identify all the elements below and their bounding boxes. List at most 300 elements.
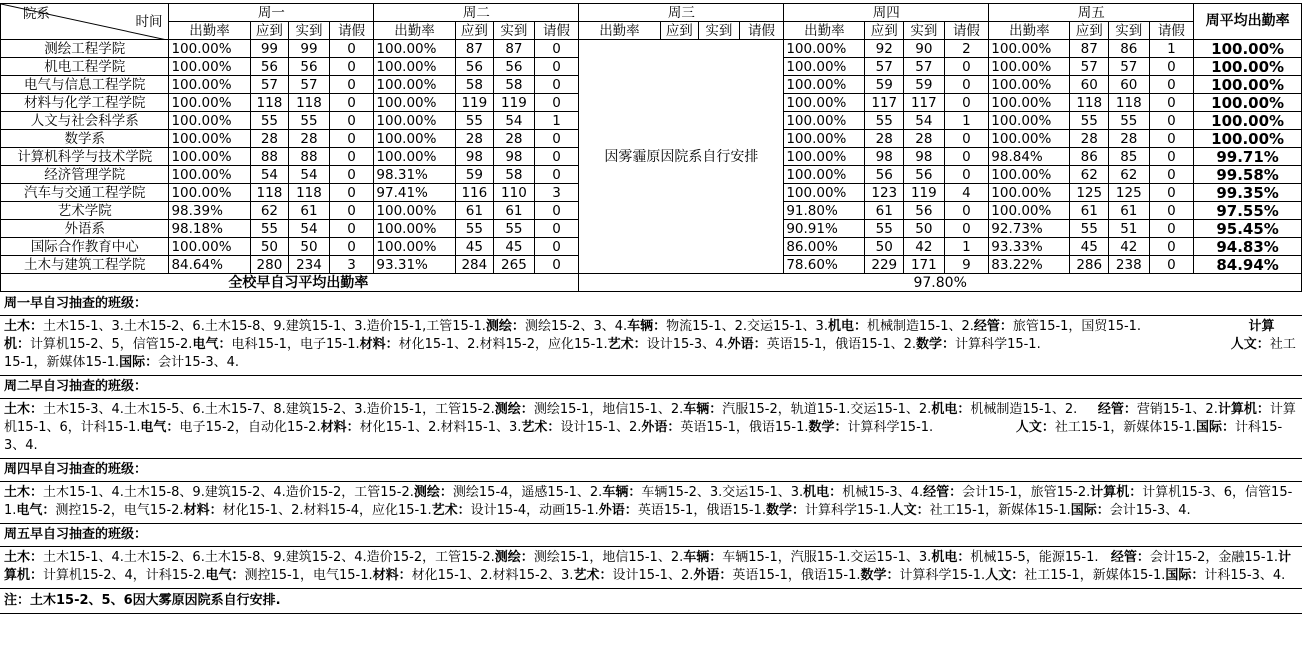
data-cell[interactable]: 55 [1109,112,1150,130]
day-header-tue[interactable]: 周二 [374,4,579,22]
data-cell[interactable]: 0 [534,238,579,256]
dept-cell[interactable]: 人文与社会科学系 [1,112,169,130]
data-cell[interactable]: 88 [289,148,330,166]
class-list: 车辆15-1，汽服15-1.交运15-1、3. [722,550,932,565]
data-cell[interactable]: 0 [944,76,989,94]
class-list: 电子15-2，自动化15-2. [179,420,321,435]
class-list: 设计15-1、2. [560,420,642,435]
data-cell[interactable]: 57 [289,76,330,94]
class-list: 设计15-3、4. [646,337,728,352]
data-cell[interactable]: 3 [329,256,374,274]
dept-label: 数学： [765,503,805,518]
data-cell[interactable]: 100.00% [374,58,455,76]
data-cell[interactable]: 50 [289,238,330,256]
data-cell[interactable]: 83.22% [989,256,1070,274]
data-cell[interactable]: 0 [1149,166,1194,184]
data-cell[interactable]: 45 [494,238,535,256]
data-cell[interactable]: 0 [944,148,989,166]
subheader-cell[interactable]: 应到 [660,22,699,40]
data-cell[interactable]: 100.00% [374,220,455,238]
data-cell[interactable]: 118 [1070,94,1109,112]
data-cell[interactable]: 100.00% [784,58,865,76]
data-cell[interactable]: 100.00% [374,202,455,220]
weekly-avg-cell[interactable]: 100.00% [1194,130,1302,148]
day-header-thu[interactable]: 周四 [784,4,989,22]
data-cell[interactable]: 0 [329,112,374,130]
subheader-cell[interactable]: 应到 [865,22,904,40]
data-cell[interactable]: 92.73% [989,220,1070,238]
class-list: 计科15-3、4. [1204,568,1286,583]
data-cell[interactable]: 88 [250,148,289,166]
subheader-cell[interactable]: 请假 [944,22,989,40]
data-cell[interactable]: 62 [1109,166,1150,184]
data-cell[interactable]: 42 [904,238,945,256]
data-cell[interactable]: 0 [329,220,374,238]
data-cell[interactable]: 116 [455,184,494,202]
dept-label: 外语： [641,420,681,435]
data-cell[interactable]: 51 [1109,220,1150,238]
data-cell[interactable]: 100.00% [374,40,455,58]
dept-cell[interactable]: 机电工程学院 [1,58,169,76]
subheader-cell[interactable]: 请假 [1149,22,1194,40]
class-list: 机械制造15-1、2. [866,319,974,334]
data-cell[interactable]: 1 [944,112,989,130]
data-cell[interactable]: 119 [455,94,494,112]
data-cell[interactable]: 1 [1149,40,1194,58]
subheader-cell[interactable]: 实到 [904,22,945,40]
data-cell[interactable]: 100.00% [169,40,250,58]
data-cell[interactable]: 100.00% [374,94,455,112]
data-cell[interactable]: 45 [455,238,494,256]
data-cell[interactable]: 54 [904,112,945,130]
weekly-avg-cell[interactable]: 100.00% [1194,40,1302,58]
weekly-avg-cell[interactable]: 94.83% [1194,238,1302,256]
class-list: 测控15-2，电气15-2. [55,503,184,518]
day-header-fri[interactable]: 周五 [989,4,1194,22]
dept-label: 电气： [140,420,180,435]
data-cell[interactable]: 28 [455,130,494,148]
data-cell[interactable]: 100.00% [374,148,455,166]
class-list: 计算科学15-1. [899,568,986,583]
data-cell[interactable]: 123 [865,184,904,202]
class-list: 机械制造15-1、2. [970,402,1098,417]
data-cell[interactable]: 100.00% [374,112,455,130]
weekly-avg-cell[interactable]: 100.00% [1194,58,1302,76]
class-list: 计科15-3、4. [4,420,1283,453]
dept-label: 材料： [320,420,360,435]
data-cell[interactable]: 100.00% [989,76,1070,94]
data-cell[interactable]: 28 [250,130,289,148]
data-cell[interactable]: 280 [250,256,289,274]
data-cell[interactable]: 55 [455,112,494,130]
dept-cell[interactable]: 电气与信息工程学院 [1,76,169,94]
weekly-avg-cell[interactable]: 95.45% [1194,220,1302,238]
class-list: 测绘15-4，遥感15-1、2. [452,485,603,500]
data-cell[interactable]: 284 [455,256,494,274]
data-cell[interactable]: 100.00% [169,58,250,76]
data-cell[interactable]: 118 [289,94,330,112]
data-cell[interactable]: 0 [329,184,374,202]
data-cell[interactable]: 0 [329,202,374,220]
data-cell[interactable]: 118 [289,184,330,202]
data-cell[interactable]: 28 [1109,130,1150,148]
data-cell[interactable]: 0 [1149,238,1194,256]
data-cell[interactable]: 171 [904,256,945,274]
weekly-avg-cell[interactable]: 100.00% [1194,76,1302,94]
data-cell[interactable]: 56 [494,58,535,76]
summary-value[interactable]: 97.80% [579,274,1302,292]
data-cell[interactable]: 0 [944,202,989,220]
data-cell[interactable]: 0 [944,130,989,148]
data-cell[interactable]: 0 [534,220,579,238]
data-cell[interactable]: 98 [904,148,945,166]
data-cell[interactable]: 100.00% [784,112,865,130]
data-cell[interactable]: 100.00% [989,130,1070,148]
data-cell[interactable]: 54 [289,220,330,238]
data-cell[interactable]: 56 [904,202,945,220]
data-cell[interactable]: 229 [865,256,904,274]
dept-label: 机电： [827,319,867,334]
data-cell[interactable]: 0 [944,94,989,112]
data-cell[interactable]: 56 [865,166,904,184]
data-cell[interactable]: 100.00% [374,130,455,148]
data-cell[interactable]: 100.00% [169,76,250,94]
dept-label: 数学： [860,568,900,583]
data-cell[interactable]: 54 [289,166,330,184]
data-cell[interactable]: 0 [534,202,579,220]
data-cell[interactable]: 50 [250,238,289,256]
data-cell[interactable]: 84.64% [169,256,250,274]
data-cell[interactable]: 1 [944,238,989,256]
data-cell[interactable]: 98 [494,148,535,166]
data-cell[interactable]: 117 [904,94,945,112]
day-header-wed[interactable]: 周三 [579,4,784,22]
data-cell[interactable]: 100.00% [989,166,1070,184]
subheader-cell[interactable]: 出勤率 [784,22,865,40]
data-cell[interactable]: 118 [1109,94,1150,112]
data-cell[interactable]: 50 [865,238,904,256]
data-cell[interactable]: 0 [329,148,374,166]
data-cell[interactable]: 0 [1149,148,1194,166]
data-cell[interactable]: 86.00% [784,238,865,256]
data-cell[interactable]: 50 [904,220,945,238]
data-cell[interactable]: 98.18% [169,220,250,238]
class-list: 营销15-1、2. [1136,402,1218,417]
data-cell[interactable]: 0 [534,130,579,148]
subheader-cell[interactable]: 出勤率 [579,22,660,40]
data-cell[interactable]: 100.00% [169,148,250,166]
data-cell[interactable]: 58 [494,166,535,184]
data-cell[interactable]: 28 [904,130,945,148]
data-cell[interactable]: 59 [865,76,904,94]
data-cell[interactable]: 55 [1070,112,1109,130]
data-cell[interactable]: 265 [494,256,535,274]
data-cell[interactable]: 78.60% [784,256,865,274]
data-cell[interactable]: 117 [865,94,904,112]
data-cell[interactable]: 0 [944,58,989,76]
data-cell[interactable]: 100.00% [374,76,455,94]
data-cell[interactable]: 93.31% [374,256,455,274]
data-cell[interactable]: 100.00% [989,202,1070,220]
data-cell[interactable]: 125 [1070,184,1109,202]
data-cell[interactable]: 100.00% [989,112,1070,130]
data-cell[interactable]: 110 [494,184,535,202]
subheader-cell[interactable]: 请假 [534,22,579,40]
data-cell[interactable]: 100.00% [784,76,865,94]
data-cell[interactable]: 100.00% [784,148,865,166]
subheader-cell[interactable]: 出勤率 [989,22,1070,40]
data-cell[interactable]: 0 [329,94,374,112]
data-cell[interactable]: 57 [250,76,289,94]
dept-label: 国际： [119,355,159,370]
data-cell[interactable]: 98 [455,148,494,166]
subheader-cell[interactable]: 实到 [289,22,330,40]
wednesday-note-cell[interactable]: 因雾霾原因院系自行安排 [579,40,784,274]
data-cell[interactable]: 98.31% [374,166,455,184]
data-cell[interactable]: 55 [455,220,494,238]
data-cell[interactable]: 100.00% [989,94,1070,112]
data-cell[interactable]: 100.00% [169,130,250,148]
data-cell[interactable]: 100.00% [169,166,250,184]
data-cell[interactable]: 55 [865,112,904,130]
data-cell[interactable]: 0 [1149,220,1194,238]
weekly-avg-cell[interactable]: 100.00% [1194,94,1302,112]
data-cell[interactable]: 100.00% [989,58,1070,76]
subheader-cell[interactable]: 应到 [455,22,494,40]
dept-label: 国际： [1195,420,1235,435]
data-cell[interactable]: 286 [1070,256,1109,274]
data-cell[interactable]: 28 [289,130,330,148]
dept-label: 外语： [727,337,767,352]
data-cell[interactable]: 59 [904,76,945,94]
data-cell[interactable]: 118 [250,184,289,202]
data-cell[interactable]: 87 [455,40,494,58]
data-cell[interactable]: 85 [1109,148,1150,166]
class-list: 计算科学15-1. [804,503,891,518]
subheader-cell[interactable]: 请假 [329,22,374,40]
data-cell[interactable]: 45 [1070,238,1109,256]
data-cell[interactable]: 0 [1149,184,1194,202]
data-cell[interactable]: 87 [1070,40,1109,58]
subheader-cell[interactable]: 请假 [739,22,784,40]
dept-cell[interactable]: 测绘工程学院 [1,40,169,58]
data-cell[interactable]: 57 [865,58,904,76]
weekly-avg-header[interactable]: 周平均出勤率 [1194,4,1302,40]
data-cell[interactable]: 0 [534,148,579,166]
class-list: 英语15-1，俄语15-1. [732,568,861,583]
data-cell[interactable]: 90.91% [784,220,865,238]
data-cell[interactable]: 28 [1070,130,1109,148]
data-cell[interactable]: 59 [455,166,494,184]
data-cell[interactable]: 54 [494,112,535,130]
data-cell[interactable]: 86 [1070,148,1109,166]
data-cell[interactable]: 0 [944,166,989,184]
data-cell[interactable]: 55 [250,112,289,130]
dept-cell[interactable]: 材料与化学工程学院 [1,94,169,112]
corner-cell[interactable] [1,4,169,40]
day-header-mon[interactable]: 周一 [169,4,374,22]
dept-label: 艺术： [607,337,647,352]
data-cell[interactable]: 100.00% [169,94,250,112]
data-cell[interactable]: 100.00% [169,184,250,202]
data-cell[interactable]: 61 [1109,202,1150,220]
data-cell[interactable]: 99 [289,40,330,58]
class-list: 材化15-1、2.材料15-4，应化15-1. [222,503,432,518]
dept-cell[interactable]: 数学系 [1,130,169,148]
data-cell[interactable]: 0 [534,40,579,58]
class-list: 英语15-1，俄语15-1. [680,420,809,435]
data-cell[interactable]: 100.00% [784,94,865,112]
data-cell[interactable]: 58 [455,76,494,94]
data-cell[interactable]: 54 [250,166,289,184]
section-paragraph [0,316,1302,376]
data-cell[interactable]: 0 [1149,58,1194,76]
dept-cell[interactable]: 外语系 [1,220,169,238]
data-cell[interactable]: 56 [904,166,945,184]
subheader-cell[interactable]: 实到 [494,22,535,40]
data-cell[interactable]: 87 [494,40,535,58]
data-cell[interactable]: 92 [865,40,904,58]
data-cell[interactable]: 0 [329,40,374,58]
data-cell[interactable]: 100.00% [784,166,865,184]
weekly-avg-cell[interactable]: 100.00% [1194,112,1302,130]
data-cell[interactable]: 0 [1149,94,1194,112]
data-cell[interactable]: 28 [865,130,904,148]
data-cell[interactable]: 0 [534,58,579,76]
data-cell[interactable]: 4 [944,184,989,202]
dept-cell[interactable]: 国际合作教育中心 [1,238,169,256]
data-cell[interactable]: 9 [944,256,989,274]
subheader-cell[interactable]: 实到 [1109,22,1150,40]
data-cell[interactable]: 98.84% [989,148,1070,166]
data-cell[interactable]: 3 [534,184,579,202]
data-cell[interactable]: 100.00% [784,40,865,58]
data-cell[interactable]: 98 [865,148,904,166]
data-cell[interactable]: 118 [250,94,289,112]
data-cell[interactable]: 55 [250,220,289,238]
data-cell[interactable]: 91.80% [784,202,865,220]
dept-label: 计算机： [1217,402,1270,417]
data-cell[interactable]: 57 [1109,58,1150,76]
dept-cell[interactable]: 土木与建筑工程学院 [1,256,169,274]
data-cell[interactable]: 56 [289,58,330,76]
summary-label[interactable]: 全校早自习平均出勤率 [1,274,579,292]
notes-area [0,293,1302,614]
weekly-avg-cell[interactable]: 99.71% [1194,148,1302,166]
class-list: 材化15-1、2.材料15-1、3. [359,420,522,435]
data-cell[interactable]: 0 [329,58,374,76]
data-cell[interactable]: 0 [534,166,579,184]
attendance-table [0,3,1302,292]
class-list: 车辆15-2、3.交运15-1、3. [641,485,804,500]
data-cell[interactable]: 56 [250,58,289,76]
dept-label: 艺术： [521,420,561,435]
data-cell[interactable]: 100.00% [784,184,865,202]
data-cell[interactable]: 1 [534,112,579,130]
data-cell[interactable]: 100.00% [784,130,865,148]
data-cell[interactable]: 0 [329,238,374,256]
subheader-cell[interactable]: 实到 [699,22,740,40]
data-cell[interactable]: 119 [904,184,945,202]
data-cell[interactable]: 62 [1070,166,1109,184]
data-cell[interactable]: 100.00% [989,40,1070,58]
data-cell[interactable]: 0 [1149,202,1194,220]
summary-row [1,274,1302,292]
data-cell[interactable]: 28 [494,130,535,148]
weekly-avg-cell[interactable]: 84.94% [1194,256,1302,274]
data-cell[interactable]: 60 [1109,76,1150,94]
data-cell[interactable]: 0 [534,256,579,274]
data-cell[interactable]: 61 [1070,202,1109,220]
data-cell[interactable]: 61 [494,202,535,220]
data-cell[interactable]: 0 [534,76,579,94]
data-cell[interactable]: 90 [904,40,945,58]
data-cell[interactable]: 100.00% [169,238,250,256]
class-list: 旅管15-1，国贸15-1. [1012,319,1249,334]
data-cell[interactable]: 57 [1070,58,1109,76]
subheader-cell[interactable]: 出勤率 [169,22,250,40]
data-cell[interactable]: 100.00% [989,184,1070,202]
data-cell[interactable]: 56 [455,58,494,76]
data-cell[interactable]: 98.39% [169,202,250,220]
data-cell[interactable]: 58 [494,76,535,94]
data-cell[interactable]: 0 [1149,112,1194,130]
data-cell[interactable]: 61 [865,202,904,220]
data-cell[interactable]: 100.00% [374,238,455,256]
data-cell[interactable]: 57 [904,58,945,76]
data-cell[interactable]: 99 [250,40,289,58]
data-cell[interactable]: 125 [1109,184,1150,202]
data-cell[interactable]: 0 [329,76,374,94]
data-cell[interactable]: 0 [329,166,374,184]
data-cell[interactable]: 60 [1070,76,1109,94]
data-cell[interactable]: 86 [1109,40,1150,58]
data-cell[interactable]: 234 [289,256,330,274]
data-cell[interactable]: 97.41% [374,184,455,202]
data-cell[interactable]: 55 [494,220,535,238]
data-cell[interactable]: 61 [289,202,330,220]
subheader-cell[interactable]: 出勤率 [374,22,455,40]
data-cell[interactable]: 100.00% [169,112,250,130]
weekly-avg-cell[interactable]: 99.58% [1194,166,1302,184]
data-cell[interactable]: 0 [1149,256,1194,274]
data-cell[interactable]: 0 [1149,76,1194,94]
data-cell[interactable]: 55 [289,112,330,130]
subheader-cell[interactable]: 应到 [250,22,289,40]
data-cell[interactable]: 119 [494,94,535,112]
dept-label: 经管： [973,319,1013,334]
weekly-avg-cell[interactable]: 97.55% [1194,202,1302,220]
subheader-cell[interactable]: 应到 [1070,22,1109,40]
dept-cell[interactable]: 汽车与交通工程学院 [1,184,169,202]
data-cell[interactable]: 0 [1149,130,1194,148]
data-cell[interactable]: 55 [1070,220,1109,238]
weekly-avg-cell[interactable]: 99.35% [1194,184,1302,202]
dept-cell[interactable]: 经济管理学院 [1,166,169,184]
data-cell[interactable]: 0 [944,220,989,238]
data-cell[interactable]: 2 [944,40,989,58]
data-cell[interactable]: 61 [455,202,494,220]
data-cell[interactable]: 0 [329,130,374,148]
data-cell[interactable]: 62 [250,202,289,220]
data-cell[interactable]: 238 [1109,256,1150,274]
data-cell[interactable]: 0 [534,94,579,112]
dept-cell[interactable]: 艺术学院 [1,202,169,220]
data-cell[interactable]: 93.33% [989,238,1070,256]
dept-cell[interactable]: 计算机科学与技术学院 [1,148,169,166]
data-cell[interactable]: 55 [865,220,904,238]
data-cell[interactable]: 42 [1109,238,1150,256]
